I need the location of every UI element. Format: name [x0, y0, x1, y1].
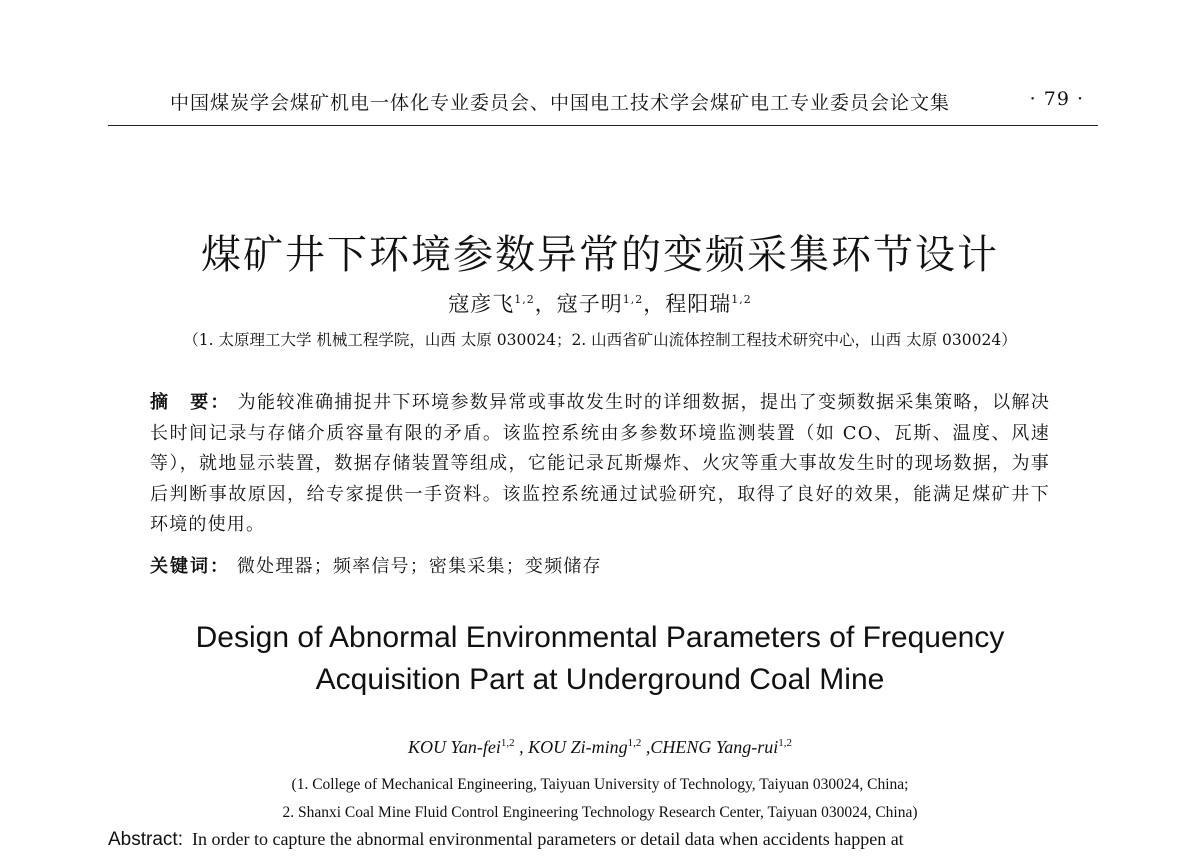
abstract-chinese: [150, 388, 1050, 541]
keywords-cn-text: 微处理器；频率信号；密集采集；变频储存: [236, 556, 602, 577]
title-chinese: 煤矿井下环境参数异常的变频采集环节设计: [201, 231, 999, 278]
abstract-english: [108, 829, 1108, 851]
affiliation-chinese: （1. 太原理工大学 机械工程学院，山西 太原 030024；2. 山西省矿山流体控制工程技术研究中心，山西 太原 030024）: [183, 331, 1017, 349]
affiliation-english: [0, 771, 1200, 827]
author-cn-name: 程阳瑞: [665, 292, 732, 316]
author-en-name: CHENG Yang-rui: [650, 737, 779, 757]
header-rule: [108, 125, 1098, 126]
keywords-cn-label: 关键词：: [150, 556, 230, 577]
keywords-chinese: [150, 552, 1050, 578]
page-number: · 79 ·: [1029, 88, 1084, 110]
journal-title: 中国煤炭学会煤矿机电一体化专业委员会、中国电工技术学会煤矿电工专业委员会论文集: [170, 92, 951, 114]
author-cn-name: 寇子明: [556, 292, 623, 316]
author-cn-affil-mark: 1,2: [514, 293, 535, 306]
affiliation-en-line-1: (1. College of Mechanical Engineering, Taiyuan University of Technology, Taiyuan 030024, China;: [291, 776, 909, 793]
abstract-cn-text: 为能较准确捕捉井下环境参数异常或事故发生时的详细数据，提出了变频数据采集策略，以解决长时间记录与存储介质容量有限的矛盾。该监控系统由多参数环境监测装置（如 CO、瓦斯、温度、风速等），就地显示装置，数据存储装置等组成，它能记录瓦斯爆炸、火灾等重大事故发生时的现场数据，为事后判断事故原因，给专家提供一手资料。该监控系统通过试验研究，取得了良好的效果，能满足煤矿井下环境的使用。: [150, 392, 1051, 535]
authors-english: [0, 737, 1200, 758]
title-en-line-1: Design of Abnormal Environmental Parameters of Frequency: [195, 621, 1005, 654]
authors-chinese: [0, 288, 1200, 318]
affiliation-en-line-2: 2. Shanxi Coal Mine Fluid Control Engineering Technology Research Center, Taiyuan 030024, China): [282, 804, 918, 821]
abstract-cn-label: 摘 要：: [150, 392, 231, 413]
abstract-en-text: In order to capture the abnormal environmental parameters or detail data when accidents happen at: [191, 829, 904, 849]
author-en-separator: ,: [641, 737, 651, 757]
author-en-affil-mark: 1,2: [627, 737, 642, 749]
author-cn-affil-mark: 1,2: [731, 293, 752, 306]
title-en-line-2: Acquisition Part at Underground Coal Mine: [315, 663, 885, 696]
title-english: [0, 617, 1200, 701]
author-en-name: KOU Yan-fei: [408, 737, 501, 757]
author-cn-name: 寇彦飞: [448, 292, 515, 316]
author-cn-separator: ，: [534, 292, 557, 316]
author-en-affil-mark: 1,2: [778, 737, 792, 749]
author-cn-separator: ，: [643, 292, 666, 316]
abstract-en-label: Abstract:: [108, 829, 183, 850]
author-en-name: KOU Zi-ming: [528, 737, 628, 757]
author-cn-affil-mark: 1,2: [622, 293, 644, 306]
author-en-separator: ,: [514, 737, 529, 757]
author-en-affil-mark: 1,2: [500, 737, 515, 749]
